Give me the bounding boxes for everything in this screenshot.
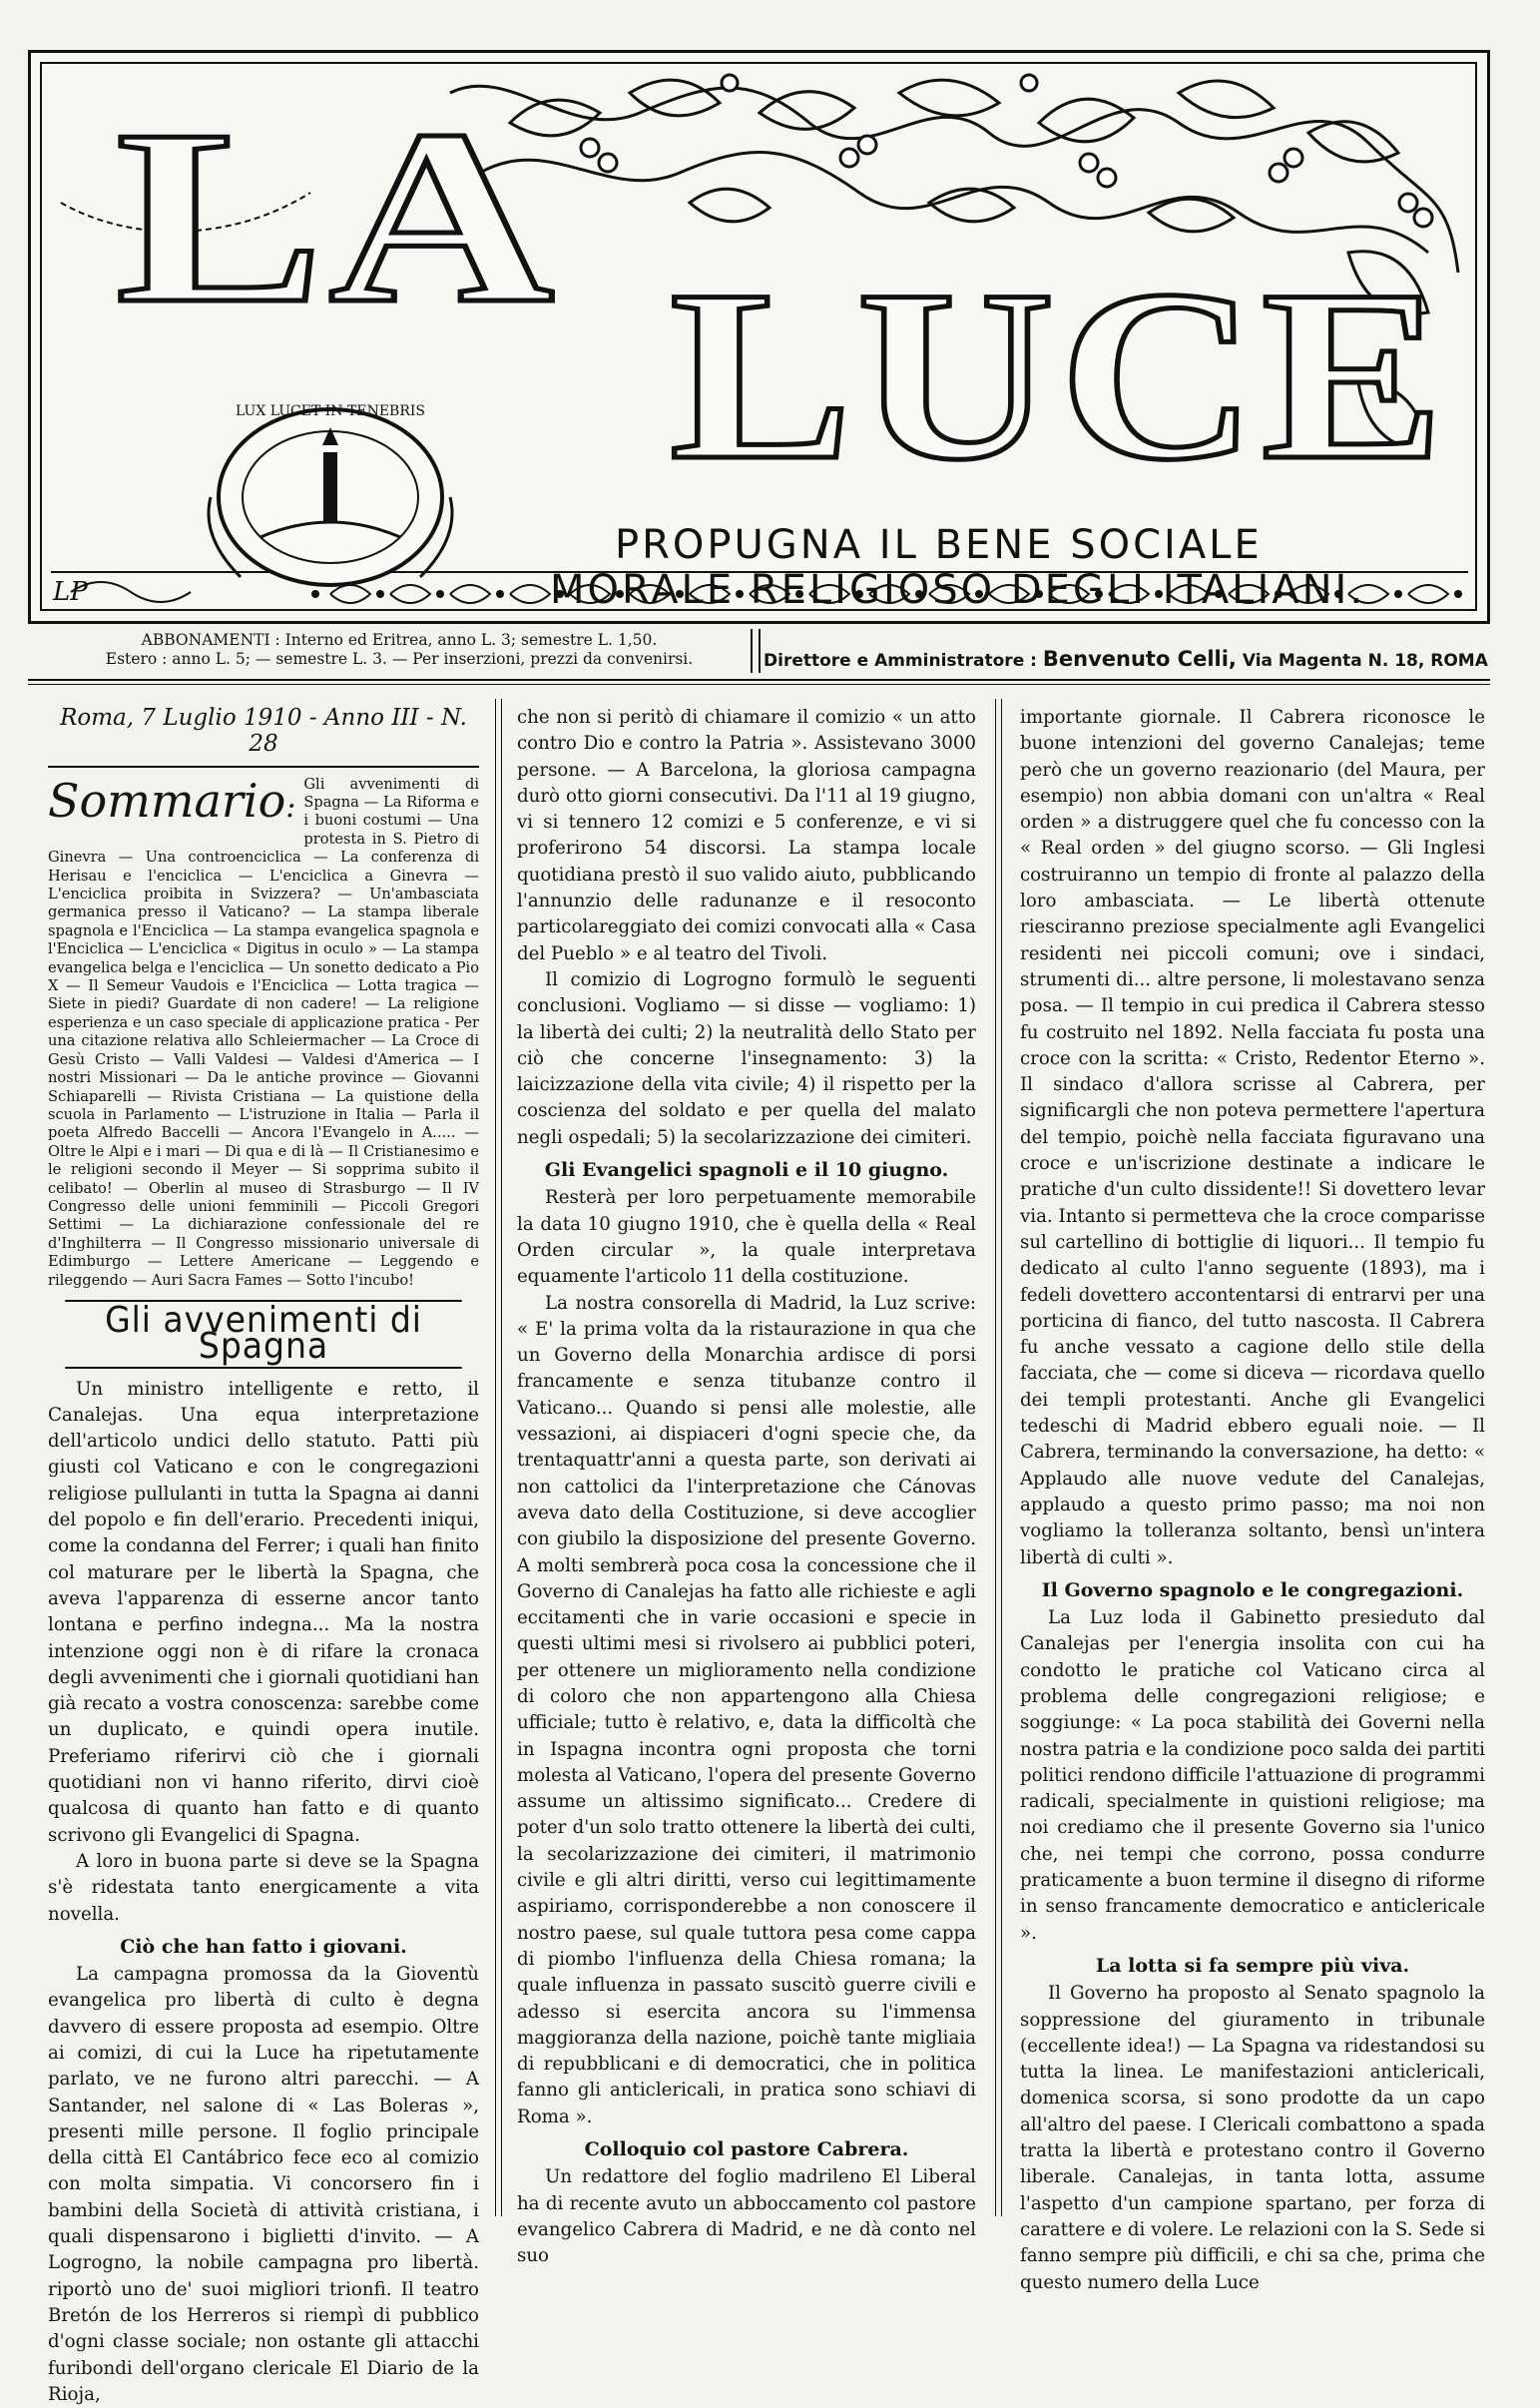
column-2: [517, 705, 976, 2270]
paragraph: che non si peritò di chiamare il comizio « un atto contro Dio e contro la Patria ». Assistevano 3000 persone. — A Barcelona, la gloriosa campagna durò otto giorni consecutivi. Da l'11 al 19 giugno, vi si tennero 12 comizi e 5 conferenze, e vi si proferirono 54 discorsi. La stampa locale quotidiana prestò il suo valido aiuto, pubblicando l'annunzio delle radunanze e il resoconto particolareggiato dei comizi convocati alla « Casa del Pueblo » e al teatro del Tivoli.: [517, 707, 976, 964]
subscription-info: [50, 631, 749, 669]
paragraph: A loro in buona parte si deve se la Spagna s'è ridestata tanto energicamente a vita novella.: [48, 1850, 479, 1925]
paragraph: Resterà per loro perpetuamente memorabile la data 10 giugno 1910, che è quella della « Real Orden circular », la quale interpretava equamente l'articolo 11 della costituzione.: [517, 1187, 976, 1288]
subscription-line2: Estero : anno L. 5; — semestre L. 3. — Per inserzioni, prezzi da convenirsi.: [105, 650, 694, 668]
column-divider-2: [995, 699, 1002, 2216]
sommario-word: Sommario: [48, 773, 286, 828]
paragraph: Il comizio di Logrogno formulò le seguenti conclusioni. Vogliamo — si disse — vogliamo: 1) la libertà dei culti; 2) la neutralità dello Stato per ciò che concerne l'insegnamento: 3) la laicizzazione della vita civile; 4) il rispetto per la coscienza del soldato e per quella del malato negli ospedali; 5) la secolarizzazione dei cimiteri.: [517, 968, 976, 1148]
header-rule-thin: [28, 684, 1490, 685]
seal-text: LUX LUCET IN TENEBRIS: [235, 403, 426, 419]
column-1: [48, 705, 479, 2408]
tagline-line2: MORALE RELIGIOSO DEGLI ITALIANI.: [550, 567, 1366, 613]
masthead-title-luce: LUCE: [670, 240, 1449, 510]
subheading: Gli Evangelici spagnoli e il 10 giugno.: [544, 1159, 949, 1182]
subheading: Il Governo spagnolo e le congregazioni.: [1041, 1578, 1464, 1601]
article-title: Gli avvenimenti di Spagna: [65, 1300, 461, 1369]
paragraph: La Luz loda il Gabinetto presieduto dal Canalejas per l'energia insolita con cui ha condotto le pratiche col Vaticano circa al problema delle congregazioni religiose; e soggiunge: « La poca stabilità dei Governi nella nostra patria e la condizione poco salda dei partiti politici rendono difficile l'attuazione di programmi radicali, specialmente in quistioni religiose; ma noi crediamo che il presente Governo sia l'unico che, nei tempi che corrono, possa condurre praticamente a buon termine il disegno di riforme in senso francamente democratico e anticlericale ».: [1020, 1607, 1485, 1944]
header-rule: [28, 679, 1490, 681]
masthead: [28, 50, 1490, 624]
subheading: Colloquio col pastore Cabrera.: [584, 2138, 909, 2161]
seal-emblem: [191, 397, 470, 597]
column-3: [1020, 705, 1485, 2296]
director-info: [764, 647, 1488, 671]
director-name: Benvenuto Celli,: [1042, 647, 1237, 671]
masthead-title-la: LA: [116, 79, 560, 355]
sommario-text: Gli avvenimenti di Spagna — La Riforma e i buoni costumi — Una protesta in S. Pietro di Ginevra — Una controenciclica — La conferenza di Herisau e l'enciclica — L'enciclica a Ginevra — L'enciclica proibita in Svizzera? — Un'ambasciata germanica presso il Vaticano? — La stampa liberale spagnola e l'Enciclica — La stampa evangelica spagnola e l'Enciclica — L'enciclica « Digitus in oculo » — La stampa evangelica belga e l'enciclica — Un sonetto dedicato a Pio X — Il Semeur Vaudois e l'Enciclica — Lotta tragica — Siete in piedi? Guardate di non cadere! — La religione esperienza e un caso speciale di applicazione pratica - Per una citazione relativa allo Schleiermacher — La Croce di Gesù Cristo — Valli Valdesi — Valdesi d'America — I nostri Missionari — Da le antiche province — Giovanni Schiaparelli — Rivista Cristiana — La quistione della scuola in Parlamento — L'istruzione in Italia — Parla il poeta Alfredo Baccelli — Ancora l'Evangelo in A..... — Oltre le Alpi e i mari — Di qua e di là — Il Cristianesimo e le religioni secondo il Meyer — Si sopprima subito il celibato! — Oberlin al museo di Strasburgo — Il IV Congresso delle unioni femminili — Piccoli Gregori Settimi — La dichiarazione confessionale del re d'Inghilterra — Il Congresso missionario universale di Edimburgo — Lettere Americane — Leggendo e rileggendo — Auri Sacra Fames — Sotto l'incubo!: [48, 775, 479, 1289]
paragraph: Un ministro intelligente e retto, il Canalejas. Una equa interpretazione dell'articolo undici dello statuto. Patti più giusti col Vaticano e con le congregazioni religiose pullulanti in tutta la Spagna ai danni del popolo e fin dell'erario. Precedenti iniqui, come la condanna del Ferrer; i quali han finito col maturare per le libertà la Spagna, che aveva l'apparenza di esserne ancor tanto lontana e perfino indegna... Ma la nostra intenzione oggi non è di rifare la cronaca degli avvenimenti che i giornali quotidiani han già recato a vostra conoscenza: sarebbe come un duplicato, e quindi opera inutile. Preferiamo riferirvi ciò che i giornali quotidiani non vi hanno riferito, dirvi cioè qualcosa di quanto han fatto e di quanto scrivono gli Evangelici di Spagna.: [48, 1378, 479, 1846]
subheading: La lotta si fa sempre più viva.: [1095, 1954, 1410, 1977]
column-divider-1: [495, 699, 502, 2216]
dateline: Roma, 7 Luglio 1910 - Anno III - N. 28: [48, 705, 479, 768]
subscription-line1: ABBONAMENTI : Interno ed Eritrea, anno L. 3; semestre L. 1,50.: [141, 631, 658, 649]
director-label: Direttore e Amministratore :: [764, 651, 1037, 671]
sommario-colon: :: [285, 789, 296, 825]
paragraph: La nostra consorella di Madrid, la Luz scrive: « E' la prima volta da la ristaurazione in qua che un Governo della Monarchia ardisce di porsi francamente e senza titubanze contro il Vaticano... Quando si pensi alle molestie, alle vessazioni, ai dispiaceri d'ogni specie che, da trentaquattr'anni a questa parte, son derivati ai non cattolici da l'interpretazione che Cánovas aveva dato della Costituzione, si deve accoglier con giubilo la disposizione del presente Governo. A molti sembrerà poca cosa la concessione che il Governo di Canalejas ha fatto alle richieste e agli eccitamenti che in varie occasioni e specie in questi ultimi mesi si rivolsero ai pubblici poteri, per ottenere un miglioramento nella condizione di coloro che non appartengono alla Chiesa ufficiale; tutto è relativo, e, data la difficoltà che in Ispagna incontra ogni proposta che torni molesta al Vaticano, l'opera del presente Governo assume un altissimo significato... Credere di poter d'un solo tratto ottenere la libertà dei culti, la secolarizzazione dei cimiteri, il matrimonio civile e gli altri diritti, verso cui legittimamente aspiriamo, corrisponderebbe a non conoscere il nostro paese, sul quale tuttora pesa come cappa di piombo l'influenza della Chiesa romana; la quale influenza in passato suscitò guerre civili e adesso si esercita ancora su l'immensa maggioranza della nazione, poichè tante migliaia di repubblicani e di democratici, che in politica fanno gli anticlericali, in pratica sono schiavi di Roma ».: [517, 1292, 976, 2127]
border-initials: LP: [53, 577, 88, 607]
paragraph: Il Governo ha proposto al Senato spagnolo la soppressione del giuramento in tribunale (eccellente idea!) — La Spagna va ridestandosi su tutta la linea. Le manifestazioni anticlericali, domenica scorsa, si sono prodotte da un capo all'altro del paese. I Clericali combattono a spada tratta la libertà e protestano contro il Governo liberale. Canalejas, in tanta lotta, assume l'aspetto d'un campione spartano, per forza di carattere e di volere. Le relazioni con la S. Sede si fanno sempre più difficili, e chi sa che, prima che questo numero della Luce: [1020, 1983, 1485, 2293]
subheading: Ciò che han fatto i giovani.: [120, 1935, 407, 1958]
paragraph: La campagna promossa da la Gioventù evangelica pro libertà di culto è degna davvero di essere proposta ad esempio. Oltre ai comizi, di cui la Luce ha ripetutamente parlato, ve ne furono altri parecchi. — A Santander, nel salone di « Las Boleras », presenti mille persone. Il foglio principale della città El Cantábrico fece eco al comizio con molta simpatia. Vi concorsero fin i bambini della Società di attività cristiana, i quali dispensarono i biglietti d'invito. — A Logrogno, la nobile campagna pro libertà. riportò uno de' suoi migliori trionfi. Il teatro Bretón de los Herreros si riempì di pubblico d'ogni classe sociale; non ostante gli attacchi furibondi dell'organo clericale El Diario de la Rioja,: [48, 1964, 479, 2405]
header-divider: [751, 629, 761, 673]
paragraph: importante giornale. Il Cabrera riconosce le buone intenzioni del governo Canalejas; teme però che un governo reazionario (del Maura, per esempio) non abbia domani con un'altra « Real orden » a distruggere quel che fu concesso con la « Real orden » del giugno scorso. — Gli Inglesi costruiranno un tempio di fronte al palazzo della loro ambasciata. — Le libertà ottenute riesciranno preziose specialmente agli Evangelici residenti nei piccoli comuni; ove i sindaci, strumenti di... altre persone, li molestavano senza posa. — Il tempio in cui predica il Cabrera stesso fu costruito nel 1892. Nella facciata fu posta una croce con la scritta: « Cristo, Redentor Eterno ». Il sindaco d'allora scrisse al Cabrera, per significargli che non poteva permettere l'apertura del tempio, poichè nella facciata figuravano una croce e un'iscrizione destinate a indicare le pratiche d'un culto dissidente!! Si dovettero levar via. Intanto si permetteva che la croce comparisse sul cartellino di bottiglie di liquori... Il tempio fu dedicato al culto l'anno seguente (1893), ma i fedeli dovettero accontentarsi di entrarvi per una porticina di fianco, del tutto nascosta. Il Cabrera fu anche vessato a cagione dello stile della facciata, che — come si diceva — ricordava quello dei templi protestanti. Anche gli Evangelici tedeschi di Madrid ebbero eguali noie. — Il Cabrera, terminando la conversazione, ha detto: « Applaudo alle nuove vedute del Canalejas, applaudo a questo primo passo; ma noi non vogliamo la tolleranza soltanto, bensì un'intera libertà di culti ».: [1020, 707, 1485, 1568]
paragraph: Un redattore del foglio madrileno El Liberal ha di recente avuto un abboccamento col pastore evangelico Cabrera di Madrid, e ne dà conto nel suo: [517, 2166, 976, 2267]
sommario-heading: [48, 773, 296, 833]
sommario: [48, 773, 479, 1290]
tagline-line1: PROPUGNA IL BENE SOCIALE: [615, 522, 1263, 568]
director-address: Via Magenta N. 18, ROMA: [1242, 651, 1488, 671]
